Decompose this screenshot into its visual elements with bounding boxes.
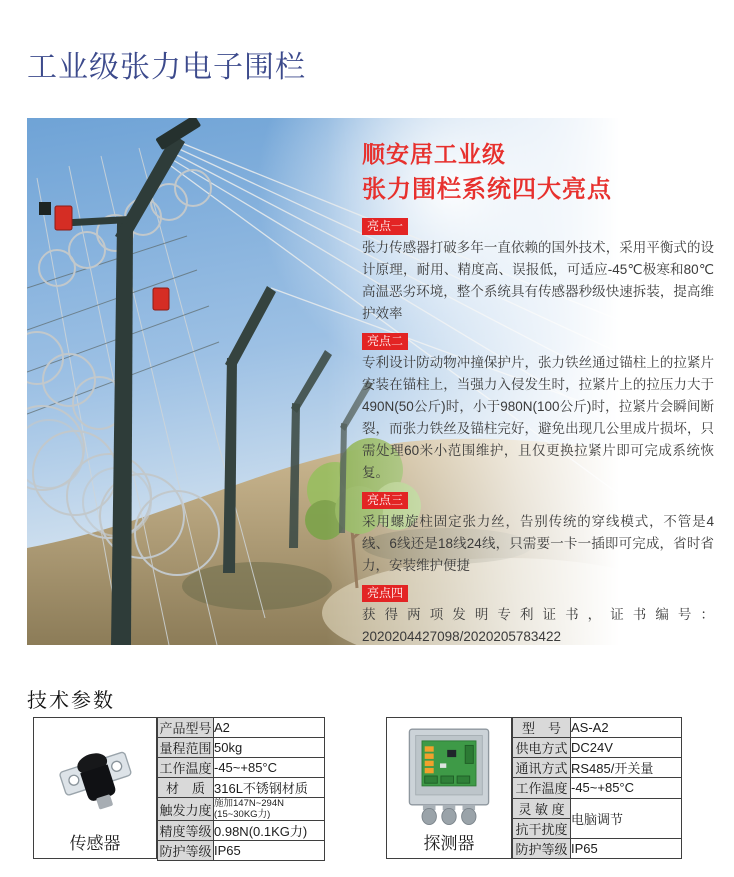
sensor-spec-table [157, 717, 325, 861]
hero-banner [27, 118, 714, 645]
spec-label: 工作温度 [158, 758, 214, 778]
spec-value-line1: 施加147N~294N [214, 798, 284, 809]
sensor-spec-card [33, 717, 325, 861]
banner-headline-line2: 张力围栏系统四大亮点 [362, 176, 612, 203]
spec-label: 抗干扰度 [513, 818, 571, 838]
spec-value: -45~+85°C [571, 778, 682, 798]
spec-value: DC24V [571, 738, 682, 758]
spec-value [214, 798, 325, 821]
detector-spec-table [512, 717, 682, 859]
detector-photo-box [386, 717, 512, 859]
highlight-3-text: 采用螺旋柱固定张力丝，告别传统的穿线模式，不管是4线、6线还是18线24线，只需要一卡一插即可完成，省时省力，安装维护便捷 [362, 514, 714, 573]
spec-value: 316L不锈钢材质 [214, 778, 325, 798]
sensor-photo [41, 720, 149, 832]
spec-tables-row [33, 717, 682, 861]
specs-section-title: 技术参数 [27, 690, 115, 712]
spec-label: 通讯方式 [513, 758, 571, 778]
detector-caption: 探测器 [423, 834, 475, 853]
spec-value: -45~+85°C [214, 758, 325, 778]
spec-value: RS485/开关量 [571, 758, 682, 778]
highlight-4-badge: 亮点四 [362, 585, 408, 602]
spec-label: 产品型号 [158, 718, 214, 738]
highlight-3 [362, 491, 714, 577]
highlight-3-badge: 亮点三 [362, 492, 408, 509]
banner-headline-line1: 顺安居工业级 [362, 141, 506, 167]
spec-label: 型 号 [513, 718, 571, 738]
spec-value: A2 [214, 718, 325, 738]
highlight-1-text: 张力传感器打破多年一直依赖的国外技术，采用平衡式的设计原理，耐用、精度高、误报低，可适应-45℃极寒和80℃高温恶劣环境，整个系统具有传感器秒级快速拆装，提高维护效率 [362, 240, 714, 321]
spec-value-line2: (15~30KG力) [214, 809, 271, 820]
detector-spec-card [386, 717, 682, 859]
spec-label: 材 质 [158, 778, 214, 798]
spec-value: 50kg [214, 738, 325, 758]
spec-label: 工作温度 [513, 778, 571, 798]
highlight-2 [362, 332, 714, 484]
spec-label: 触发力度 [158, 798, 214, 821]
spec-value-merged: 电脑调节 [571, 798, 682, 838]
spec-label: 供电方式 [513, 738, 571, 758]
spec-value: 0.98N(0.1KG力) [214, 821, 325, 841]
detector-photo [395, 720, 503, 832]
spec-value: IP65 [214, 841, 325, 861]
highlight-4 [362, 584, 714, 648]
spec-value: AS-A2 [571, 718, 682, 738]
spec-label: 防护等级 [158, 841, 214, 861]
highlight-4-text: 获得两项发明专利证书，证书编号：2020204427098/2020205783422 [362, 607, 714, 644]
banner-text [362, 138, 714, 648]
spec-label: 灵 敏 度 [513, 798, 571, 818]
sensor-photo-box [33, 717, 157, 859]
highlight-2-badge: 亮点二 [362, 333, 408, 350]
spec-label: 防护等级 [513, 838, 571, 858]
spec-label: 量程范围 [158, 738, 214, 758]
spec-value: IP65 [571, 838, 682, 858]
page-title: 工业级张力电子围栏 [27, 51, 306, 84]
highlight-2-text: 专利设计防动物冲撞保护片，张力铁丝通过锚柱上的拉紧片安装在锚柱上，当强力入侵发生时，拉紧片上的拉压力大于490N(50公斤)时，小于980N(100公斤)时，拉紧片会瞬间断裂，而张力铁丝及锚柱完好，避免出现几公里成片损坏，只需处理60米小范围维护，且仅更换拉紧片即可完成系统恢复。 [362, 355, 714, 480]
sensor-caption: 传感器 [69, 834, 121, 853]
highlight-1 [362, 217, 714, 325]
spec-label: 精度等级 [158, 821, 214, 841]
highlight-1-badge: 亮点一 [362, 218, 408, 235]
